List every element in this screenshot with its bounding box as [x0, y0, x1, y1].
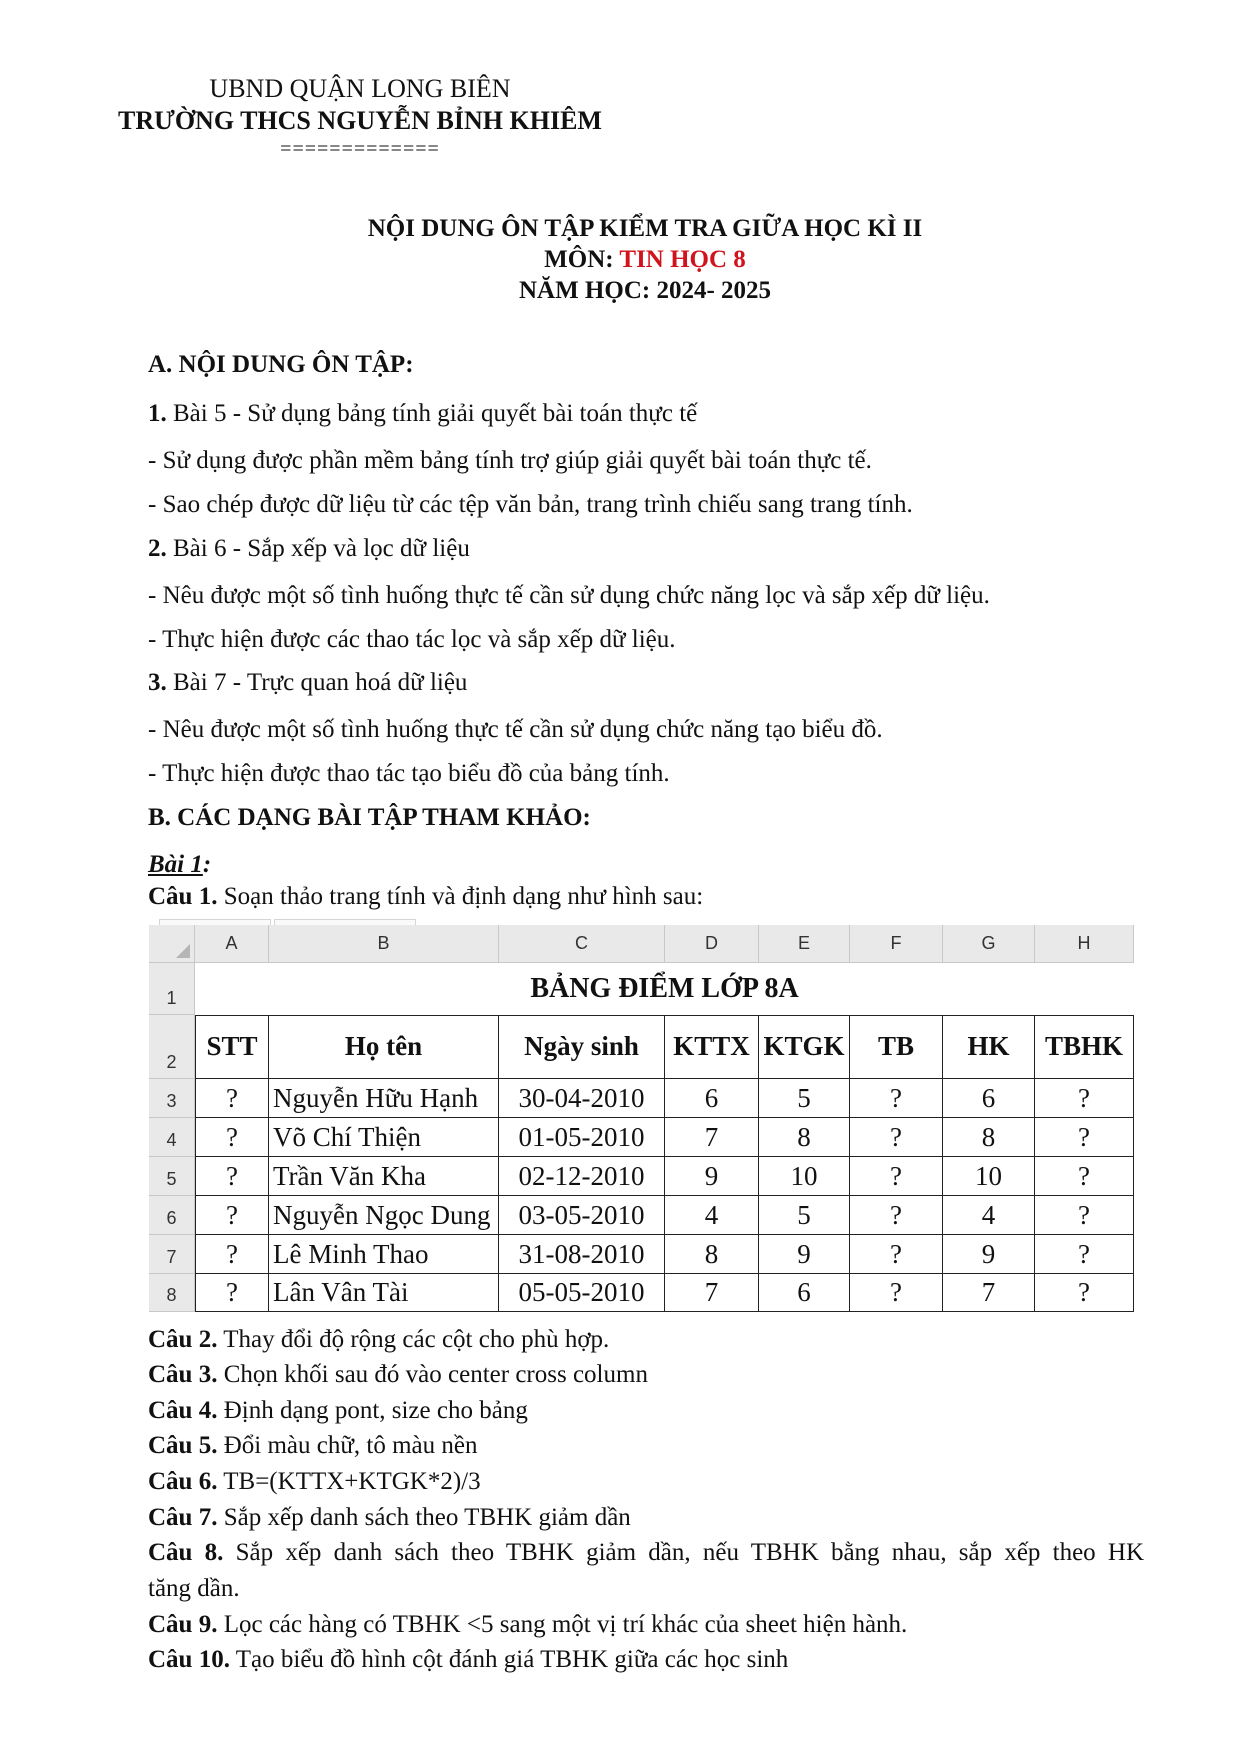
table-header-cell[interactable]: KTTX	[665, 1015, 759, 1079]
row-header[interactable]: 7	[149, 1235, 195, 1274]
table-header-cell[interactable]: HK	[943, 1015, 1035, 1079]
table-cell[interactable]: ?	[1035, 1157, 1134, 1196]
table-cell[interactable]: ?	[195, 1274, 269, 1312]
table-cell[interactable]: ?	[1035, 1235, 1134, 1274]
table-cell[interactable]: 9	[943, 1235, 1035, 1274]
table-header-cell[interactable]: Ngày sinh	[499, 1015, 665, 1079]
column-header[interactable]: D	[665, 925, 759, 963]
table-cell[interactable]: 6	[759, 1274, 850, 1312]
column-header[interactable]: F	[850, 925, 943, 963]
section-a-item: 1. Bài 5 - Sử dụng bảng tính giải quyết bài toán thực tế	[148, 400, 698, 427]
table-cell[interactable]: ?	[195, 1235, 269, 1274]
table-cell[interactable]: ?	[195, 1118, 269, 1157]
question-8-continued: tăng dần.	[148, 1575, 240, 1602]
section-a-heading: A. NỘI DUNG ÔN TẬP:	[148, 351, 414, 378]
table-cell[interactable]: 10	[759, 1157, 850, 1196]
question-7: Câu 7. Sắp xếp danh sách theo TBHK giảm dần	[148, 1504, 631, 1531]
doc-title: NỘI DUNG ÔN TẬP KIỂM TRA GIỮA HỌC KÌ II	[367, 215, 923, 242]
question-6: Câu 6. TB=(KTTX+KTGK*2)/3	[148, 1468, 481, 1495]
row-header[interactable]: 8	[149, 1274, 195, 1312]
table-cell[interactable]: ?	[195, 1157, 269, 1196]
question-4: Câu 4. Định dạng pont, size cho bảng	[148, 1397, 528, 1424]
table-cell[interactable]: ?	[1035, 1118, 1134, 1157]
section-a-item: - Sử dụng được phần mềm bảng tính trợ giúp giải quyết bài toán thực tế.	[148, 447, 872, 474]
table-cell[interactable]: ?	[195, 1079, 269, 1118]
table-cell[interactable]: 01-05-2010	[499, 1118, 665, 1157]
table-cell[interactable]: 4	[943, 1196, 1035, 1235]
column-header[interactable]: E	[759, 925, 850, 963]
table-cell[interactable]: 10	[943, 1157, 1035, 1196]
table-cell[interactable]: ?	[850, 1235, 943, 1274]
column-header[interactable]: C	[499, 925, 665, 963]
table-cell[interactable]: 6	[665, 1079, 759, 1118]
table-cell[interactable]: Võ Chí Thiện	[269, 1118, 499, 1157]
table-cell[interactable]: 4	[665, 1196, 759, 1235]
table-cell[interactable]: 7	[665, 1274, 759, 1312]
question-2: Câu 2. Thay đổi độ rộng các cột cho phù hợp.	[148, 1326, 610, 1353]
question-5: Câu 5. Đổi màu chữ, tô màu nền	[148, 1432, 478, 1459]
school-name: TRƯỜNG THCS NGUYỄN BỈNH KHIÊM	[118, 106, 602, 135]
row-header[interactable]: 2	[149, 1015, 195, 1079]
question-10: Câu 10. Tạo biểu đồ hình cột đánh giá TBHK giữa các học sinh	[148, 1646, 789, 1673]
header-separator: =============	[280, 138, 440, 160]
row-header[interactable]: 6	[149, 1196, 195, 1235]
row-header[interactable]: 5	[149, 1157, 195, 1196]
section-a-item: - Thực hiện được các thao tác lọc và sắp xếp dữ liệu.	[148, 626, 676, 653]
table-cell[interactable]: Nguyễn Ngọc Dung	[269, 1196, 499, 1235]
section-a-item: - Sao chép được dữ liệu từ các tệp văn bản, trang trình chiếu sang trang tính.	[148, 491, 913, 518]
table-cell[interactable]: Lân Vân Tài	[269, 1274, 499, 1312]
table-header-cell[interactable]: TB	[850, 1015, 943, 1079]
table-cell[interactable]: 8	[943, 1118, 1035, 1157]
row-header[interactable]: 1	[149, 963, 195, 1015]
section-a-item: 3. Bài 7 - Trực quan hoá dữ liệu	[148, 669, 468, 696]
question-8: Câu 8. Sắp xếp danh sách theo TBHK giảm dần, nếu TBHK bằng nhau, sắp xếp theo HK	[148, 1539, 1144, 1566]
district-name: UBND QUẬN LONG BIÊN	[209, 74, 511, 103]
table-cell[interactable]: Trần Văn Kha	[269, 1157, 499, 1196]
table-cell[interactable]: ?	[195, 1196, 269, 1235]
question-9: Câu 9. Lọc các hàng có TBHK <5 sang một vị trí khác của sheet hiện hành.	[148, 1611, 908, 1638]
table-cell[interactable]: 9	[759, 1235, 850, 1274]
table-cell[interactable]: 31-08-2010	[499, 1235, 665, 1274]
table-cell[interactable]: ?	[1035, 1079, 1134, 1118]
bai-1-label: Bài 1:	[148, 851, 212, 878]
table-cell[interactable]: 6	[943, 1079, 1035, 1118]
table-cell[interactable]: 5	[759, 1196, 850, 1235]
table-cell[interactable]: 05-05-2010	[499, 1274, 665, 1312]
table-cell[interactable]: 8	[665, 1235, 759, 1274]
table-header-cell[interactable]: Họ tên	[269, 1015, 499, 1079]
section-a-item: - Thực hiện được thao tác tạo biểu đồ của bảng tính.	[148, 760, 670, 787]
table-cell[interactable]: ?	[1035, 1196, 1134, 1235]
question-1: Câu 1. Soạn thảo trang tính và định dạng như hình sau:	[148, 883, 704, 910]
table-cell[interactable]: Lê Minh Thao	[269, 1235, 499, 1274]
table-header-cell[interactable]: STT	[195, 1015, 269, 1079]
column-header[interactable]: H	[1035, 925, 1134, 963]
section-a-item: - Nêu được một số tình huống thực tế cần sử dụng chức năng lọc và sắp xếp dữ liệu.	[148, 582, 990, 609]
spreadsheet-screenshot	[149, 925, 1134, 1312]
table-cell[interactable]: ?	[850, 1157, 943, 1196]
table-cell[interactable]: 7	[943, 1274, 1035, 1312]
table-cell[interactable]: 02-12-2010	[499, 1157, 665, 1196]
table-header-cell[interactable]: KTGK	[759, 1015, 850, 1079]
school-year: NĂM HỌC: 2024- 2025	[518, 277, 772, 304]
row-header[interactable]: 3	[149, 1079, 195, 1118]
column-header[interactable]: G	[943, 925, 1035, 963]
table-cell[interactable]: ?	[850, 1274, 943, 1312]
column-header[interactable]: B	[269, 925, 499, 963]
section-b-heading: B. CÁC DẠNG BÀI TẬP THAM KHẢO:	[148, 804, 591, 831]
section-a-item: - Nêu được một số tình huống thực tế cần sử dụng chức năng tạo biểu đồ.	[148, 716, 883, 743]
table-cell[interactable]: 03-05-2010	[499, 1196, 665, 1235]
table-cell[interactable]: Nguyễn Hữu Hạnh	[269, 1079, 499, 1118]
table-title[interactable]: BẢNG ĐIỂM LỚP 8A	[195, 963, 1134, 1016]
table-cell[interactable]: 7	[665, 1118, 759, 1157]
question-3: Câu 3. Chọn khối sau đó vào center cross column	[148, 1361, 648, 1388]
table-cell[interactable]: ?	[1035, 1274, 1134, 1312]
table-cell[interactable]: 5	[759, 1079, 850, 1118]
select-all-corner[interactable]	[149, 925, 195, 963]
table-cell[interactable]: 9	[665, 1157, 759, 1196]
row-header[interactable]: 4	[149, 1118, 195, 1157]
table-cell[interactable]: ?	[850, 1079, 943, 1118]
subject-line	[280, 246, 1010, 274]
column-header[interactable]: A	[195, 925, 269, 963]
table-cell[interactable]: ?	[850, 1118, 943, 1157]
table-cell[interactable]: 8	[759, 1118, 850, 1157]
table-cell[interactable]: ?	[850, 1196, 943, 1235]
subject-value: TIN HỌC 8	[619, 246, 746, 273]
subject-label: MÔN:	[544, 246, 620, 273]
section-a-item: 2. Bài 6 - Sắp xếp và lọc dữ liệu	[148, 535, 470, 562]
table-cell[interactable]: 30-04-2010	[499, 1079, 665, 1118]
table-header-cell[interactable]: TBHK	[1035, 1015, 1134, 1079]
